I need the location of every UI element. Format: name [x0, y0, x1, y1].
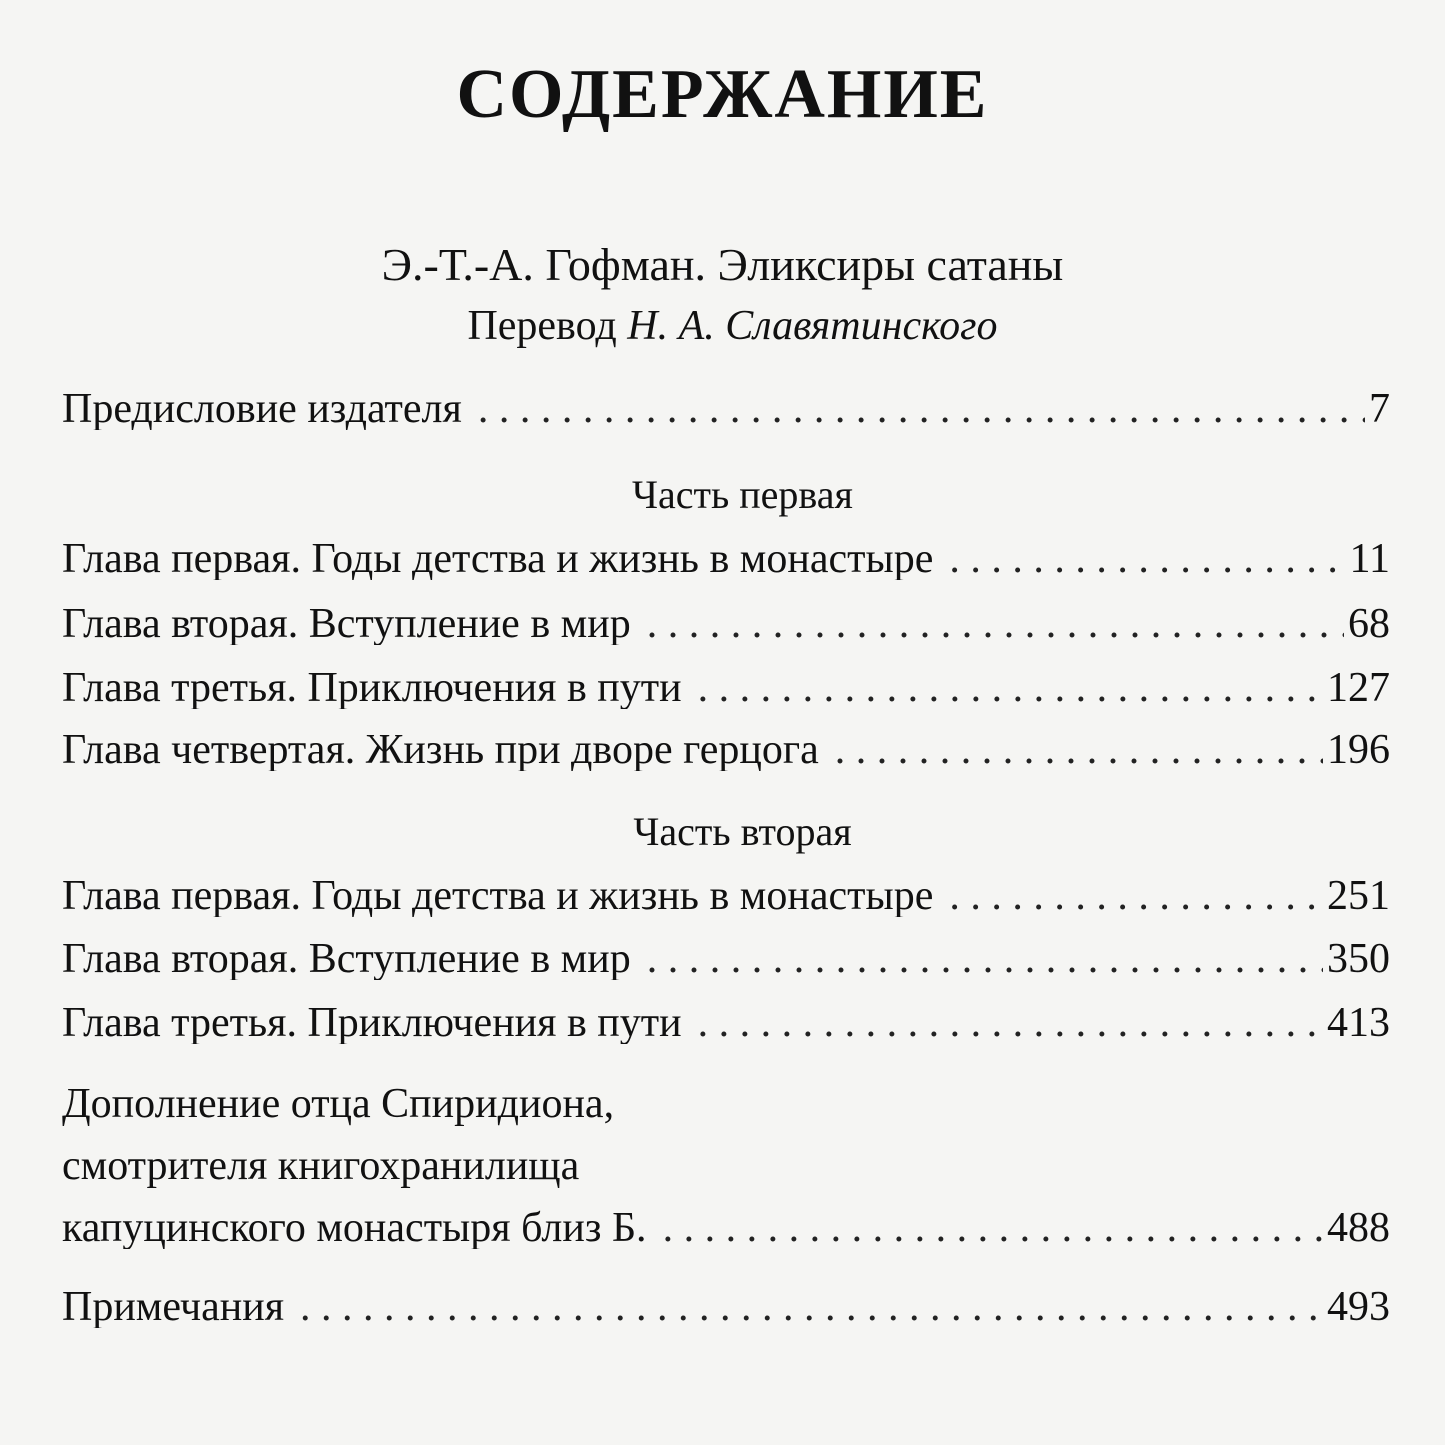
toc-entry-part2-chapter1[interactable]: [62, 875, 1390, 917]
entry-page-number: 196: [1327, 729, 1390, 771]
toc-entry-part2-chapter2[interactable]: [62, 938, 1390, 980]
toc-entry-addendum[interactable]: [62, 1207, 1390, 1249]
toc-entry-notes[interactable]: [62, 1286, 1390, 1328]
entry-label: Глава первая. Годы детства и жизнь в монастыре: [62, 538, 934, 580]
entry-label: Примечания: [62, 1286, 285, 1328]
part-heading-1: Часть первая: [632, 472, 853, 517]
entry-page-number: 68: [1348, 603, 1390, 645]
entry-label: Предисловие издателя: [62, 388, 462, 430]
dot-leader: [698, 667, 1323, 709]
entry-label: Глава третья. Приключения в пути: [62, 667, 682, 709]
entry-label: Глава первая. Годы детства и жизнь в монастыре: [62, 875, 934, 917]
toc-entry-part2-chapter3[interactable]: [62, 1002, 1390, 1044]
entry-label: капуцинского монастыря близ Б.: [62, 1207, 647, 1249]
book-title: Э.-Т.-А. Гофман. Эликсиры сатаны: [381, 239, 1064, 290]
dot-leader: [698, 1002, 1323, 1044]
entry-page-number: 251: [1327, 875, 1390, 917]
translator-line: [0, 305, 1445, 347]
toc-entry-part1-chapter4[interactable]: [62, 729, 1390, 771]
addendum-line-1: Дополнение отца Спиридиона,: [62, 1081, 615, 1127]
toc-entry-part1-chapter1[interactable]: [62, 538, 1390, 580]
entry-label: Глава четвертая. Жизнь при дворе герцога: [62, 729, 819, 771]
entry-label: Глава третья. Приключения в пути: [62, 1002, 682, 1044]
dot-leader: [300, 1286, 1323, 1328]
dot-leader: [647, 938, 1323, 980]
translator-name: Н. А. Славятинского: [627, 303, 998, 349]
page-title: СОДЕРЖАНИЕ: [456, 56, 989, 133]
translator-prefix: Перевод: [467, 303, 617, 349]
dot-leader: [663, 1207, 1323, 1249]
entry-page-number: 11: [1349, 538, 1390, 580]
entry-page-number: 7: [1369, 388, 1390, 430]
entry-page-number: 350: [1327, 938, 1390, 980]
toc-entry-preface[interactable]: [62, 388, 1390, 430]
entry-page-number: 413: [1327, 1002, 1390, 1044]
dot-leader: [647, 603, 1344, 645]
dot-leader: [478, 388, 1365, 430]
part-heading-2: Часть вторая: [633, 809, 852, 854]
toc-entry-part1-chapter2[interactable]: [62, 603, 1390, 645]
entry-page-number: 488: [1327, 1207, 1390, 1249]
entry-label: Глава вторая. Вступление в мир: [62, 603, 631, 645]
entry-page-number: 493: [1327, 1286, 1390, 1328]
entry-label: Глава вторая. Вступление в мир: [62, 938, 631, 980]
dot-leader: [835, 729, 1323, 771]
dot-leader: [949, 538, 1345, 580]
toc-entry-part1-chapter3[interactable]: [62, 667, 1390, 709]
entry-page-number: 127: [1327, 667, 1390, 709]
addendum-line-2: смотрителя книгохранилища: [62, 1143, 580, 1189]
dot-leader: [949, 875, 1323, 917]
